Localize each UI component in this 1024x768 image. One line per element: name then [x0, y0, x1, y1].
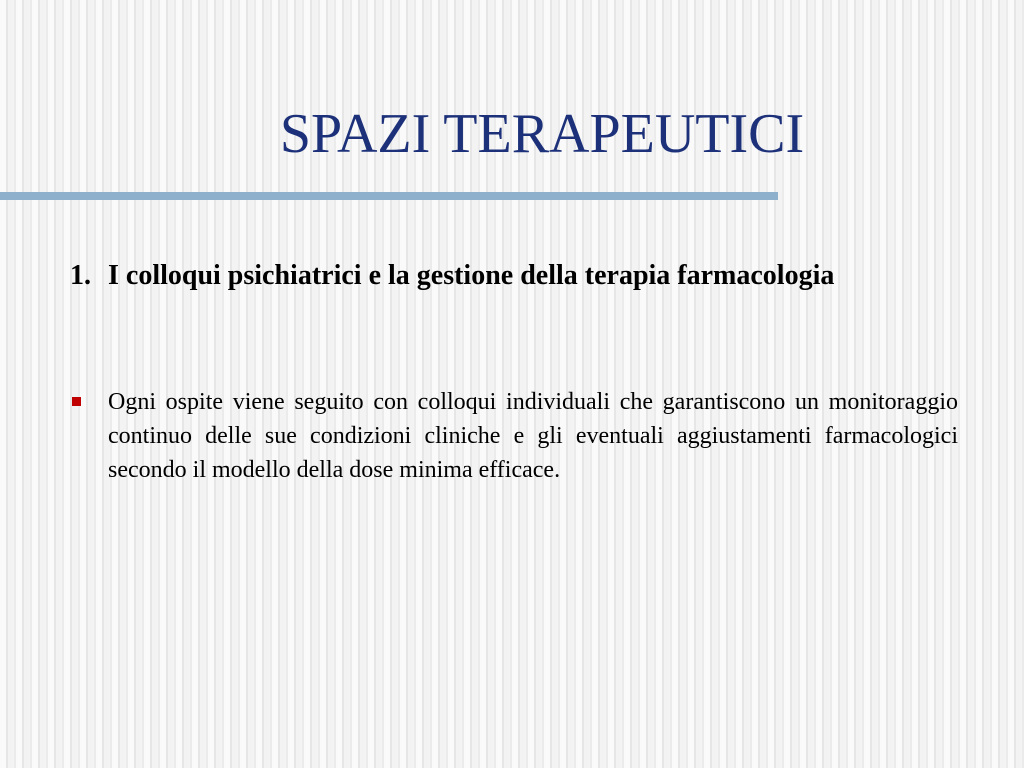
- slide-title: SPAZI TERAPEUTICI: [279, 103, 805, 165]
- numbered-item-text: I colloqui psichiatrici e la gestione della terapia farmacologia: [108, 260, 835, 291]
- square-bullet-icon: [70, 385, 108, 487]
- bullet-item-text: Ogni ospite viene seguito con colloqui individuali che garantiscono un monitoraggio continuo delle sue condizioni cliniche e gli eventuali aggiustamenti farmacologici secondo il modello della dose minima efficace.: [108, 389, 958, 483]
- list-number: 1.: [70, 260, 91, 291]
- title-divider: [0, 192, 778, 200]
- bullet-list-item: [70, 385, 958, 487]
- numbered-list-item: [70, 256, 960, 296]
